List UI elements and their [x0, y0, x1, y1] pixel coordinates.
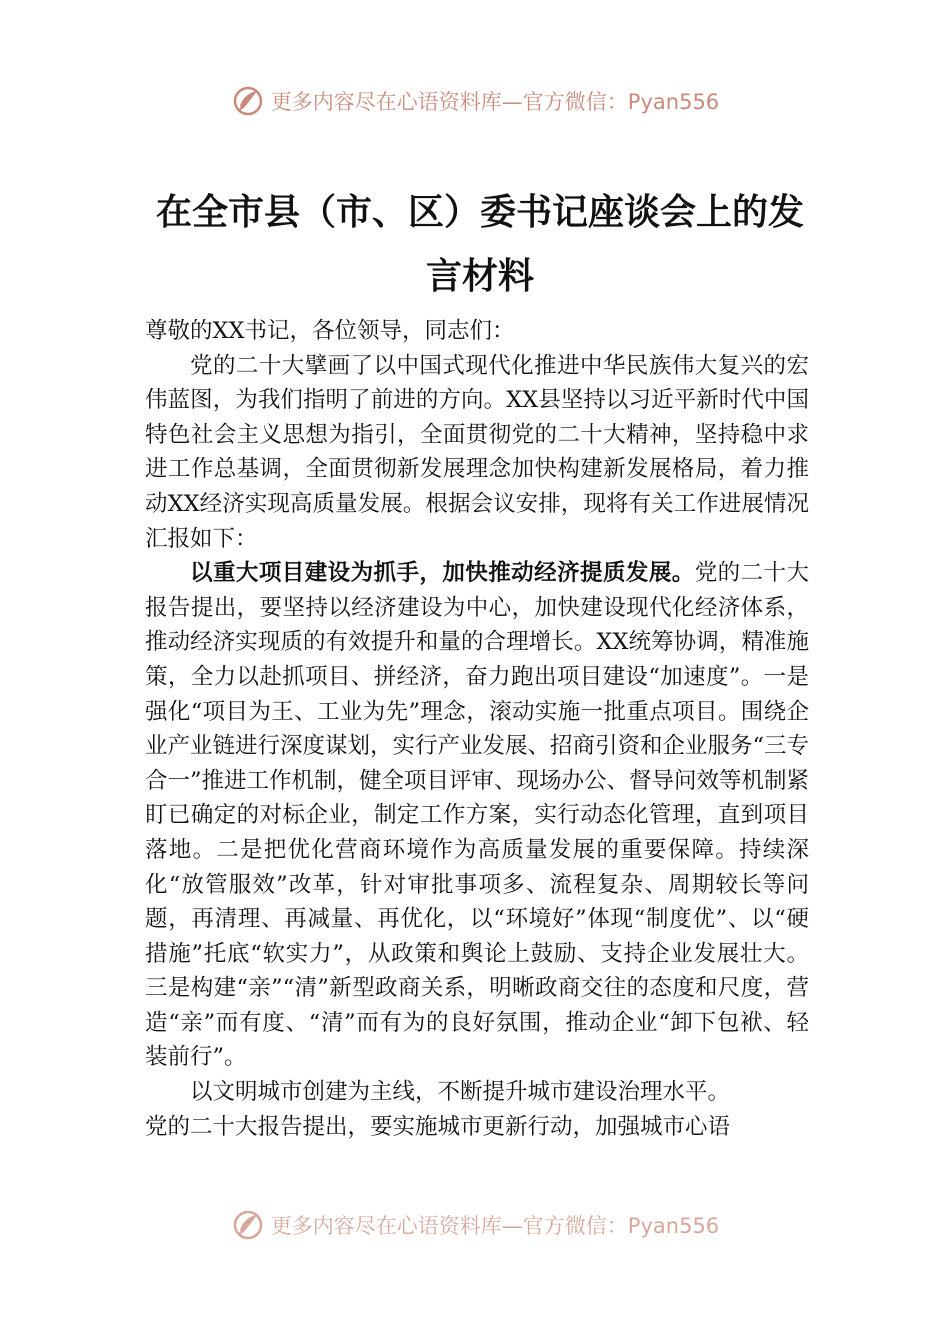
section-1-body: 党的二十大报告提出，要坚持以经济建设为中心，加快建设现代化经济体系，推动经济实现质的有效提升和量的合理增长。XX统筹协调，精准施策，全力以赴抓项目、拼经济，奋力跑出项目建设“加速度”。一是强化“项目为王、工业为先”理念，滚动实施一批重点项目。围绕企业产业链进行深度谋划，实行产业发展、招商引资和企业服务“三专合一”推进工作机制，健全项目评审、现场办公、督导问效等机制紧盯已确定的对标企业，制定工作方案，实行动态化管理，直到项目落地。二是把优化营商环境作为高质量发展的重要保障。持续深化“放管服效”改革，针对审批事项多、流程复杂、周期较长等问题，再清理、再减量、再优化，以“环境好”体现“制度优”、以“硬措施”托底“软实力”，从政策和舆论上鼓励、支持企业发展壮大。三是构建“亲”“清”新型政商关系，明晰政商交往的态度和尺度，营造“亲”而有度、“清”而有为的良好氛围，推动企业“卸下包袱、轻装前行”。 [145, 560, 810, 1071]
watermark-logo-icon [231, 1208, 265, 1242]
intro-paragraph: 党的二十大擘画了以中国式现代化推进中华民族伟大复兴的宏伟蓝图，为我们指明了前进的方向。XX县坚持以习近平新时代中国特色社会主义思想为指引，全面贯彻党的二十大精神，坚持稳中求进工作总基调，全面贯彻新发展理念加快构建新发展格局，着力推动XX经济实现高质量发展。根据会议安排，现将有关工作进展情况汇报如下： [145, 352, 809, 552]
section-1-paragraph [145, 556, 809, 1075]
section-2-heading: 以文明城市创建为主线，不断提升城市建设治理水平。 [190, 1079, 731, 1106]
watermark-text: 更多内容尽在心语资料库—官方微信：Pyan556 [270, 1214, 720, 1238]
section-1-heading: 以重大项目建设为抓手，加快推动经济提质发展。 [190, 560, 695, 587]
watermark-text: 更多内容尽在心语资料库—官方微信：Pyan556 [270, 90, 720, 114]
section-2-body: 党的二十大报告提出，要实施城市更新行动，加强城市心语 [145, 1113, 731, 1140]
watermark-header [0, 84, 950, 118]
watermark-footer [0, 1208, 950, 1242]
document-body [145, 314, 809, 1144]
document-title: 在全市县（市、区）委书记座谈会上的发言材料 [155, 191, 804, 297]
watermark-logo-icon [231, 84, 265, 118]
salutation: 尊敬的XX书记，各位领导，同志们： [145, 318, 515, 344]
